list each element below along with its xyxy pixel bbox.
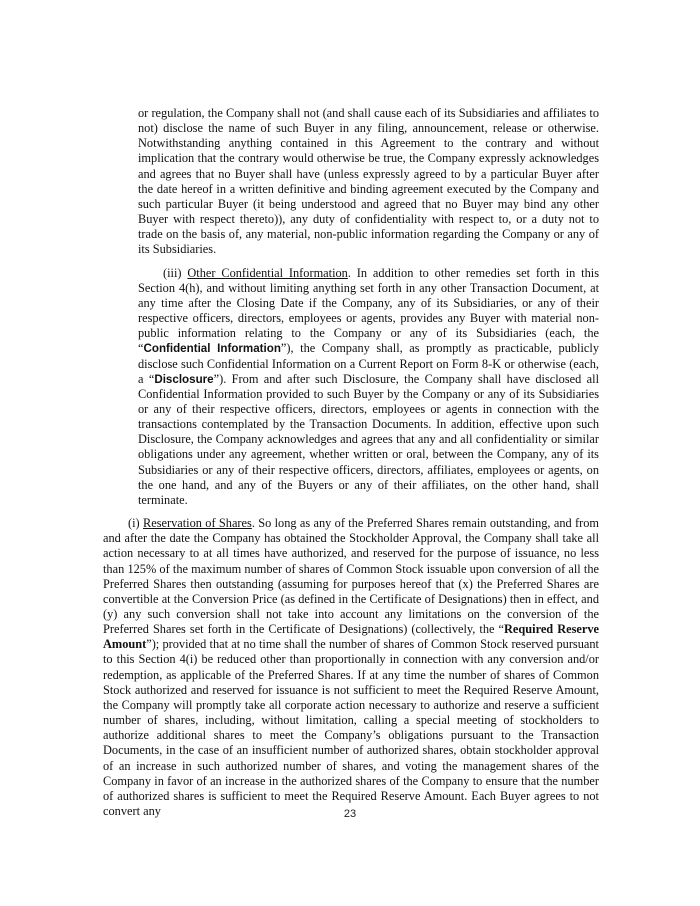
paragraph-other-confidential-information	[103, 266, 599, 509]
clause-label: (i)	[128, 516, 143, 531]
clause-heading: Other Confidential Information	[187, 265, 348, 280]
paragraph-text: ”), the Company shall, as promptly as practicable, publicly disclose such Confidential Information on a Current Report on Form 8-K or otherwise (each, a “	[138, 341, 600, 386]
paragraph-reservation-of-shares	[103, 516, 599, 819]
defined-term: Disclosure	[154, 372, 214, 386]
paragraph-text: or regulation, the Company shall not (and shall cause each of its Subsidiaries and affiliates to not) disclose the name of such Buyer in any filing, announcement, release or otherwise. Notwithstanding anything contained in this Agreement to the contrary and without implication that the contrary would otherwise be true, the Company expressly acknowledges and agrees that no Buyer shall have (unless expressly agreed to by a particular Buyer after the date hereof in a written definitive and binding agreement executed by the Company and such particular Buyer (it being understood and agreed that no Buyer may bind any other Buyer with respect thereto)), any duty of confidentiality with respect to, or a duty not to trade on the basis of, any material, non-public information regarding the Company or any of its Subsidiaries.	[138, 106, 599, 257]
paragraph-text: ”). From and after such Disclosure, the Company shall have disclosed all Confidential Information provided to such Buyer by the Company or any of its Subsidiaries or any of their respective officers, directors, employees or agents in connection with the transactions contemplated by the Transaction Documents. In addition, effective upon such Disclosure, the Company acknowledges and agrees that any and all confidentiality or similar obligations under any agreement, whether written or oral, between the Company, any of its Subsidiaries or any of their respective officers, directors, affiliates, employees or agents, on the one hand, and any of the Buyers or any of their affiliates, on the other hand, shall terminate.	[138, 371, 599, 507]
defined-term: Confidential Information	[143, 342, 281, 356]
page-number: 23	[343, 808, 357, 820]
paragraph-text: ”); provided that at no time shall the number of shares of Common Stock reserved pursuant to this Section 4(i) be reduced other than proportionally in connection with any conversion and/or redemption, as applicable of the Preferred Shares. If at any time the number of shares of Common Stock authorized and reserved for issuance is not sufficient to meet the Required Reserve Amount, the Company will promptly take all corporate action necessary to authorize and reserve a sufficient number of shares, including, without limitation, calling a special meeting of stockholders to authorize additional shares to meet the Company’s obligations pursuant to the Transaction Documents, in the case of an insufficient number of authorized shares, obtain stockholder approval of an increase in such authorized number of shares, and voting the management shares of the Company in favor of an increase in the authorized shares of the Company to ensure that the number of authorized shares is sufficient to meet the Required Reserve Amount. Each Buyer agrees to not convert any	[103, 637, 599, 819]
clause-heading: Reservation of Shares	[143, 516, 252, 531]
paragraph-confidentiality-continued	[103, 106, 599, 258]
paragraph-text: . In addition to other remedies set forth in this Section 4(h), and without limiting anything set forth in any other Transaction Document, at any time after the Closing Date if the Company, any of its Subsidiaries, or any of their respective officers, directors, employees or agents, provides any Buyer with material non-public information relating to the Company or any of its Subsidiaries (each, the “	[138, 265, 599, 356]
defined-term: Required Reserve Amount	[103, 622, 600, 652]
document-body	[103, 106, 599, 819]
clause-label: (iii)	[163, 265, 188, 280]
paragraph-text: . So long as any of the Preferred Shares remain outstanding, and from and after the date the Company has obtained the Stockholder Approval, the Company shall take all action necessary to at all times have authorized, and reserved for the purpose of issuance, no less than 125% of the maximum number of shares of Common Stock issuable upon conversion of all the Preferred Shares then outstanding (assuming for purposes hereof that (x) the Preferred Shares are convertible at the Conversion Price (as defined in the Certificate of Designations) then in effect, and (y) any such conversion shall not take into account any limitations on the conversion of the Preferred Shares set forth in the Certificate of Designations) (collectively, the “	[103, 516, 599, 637]
